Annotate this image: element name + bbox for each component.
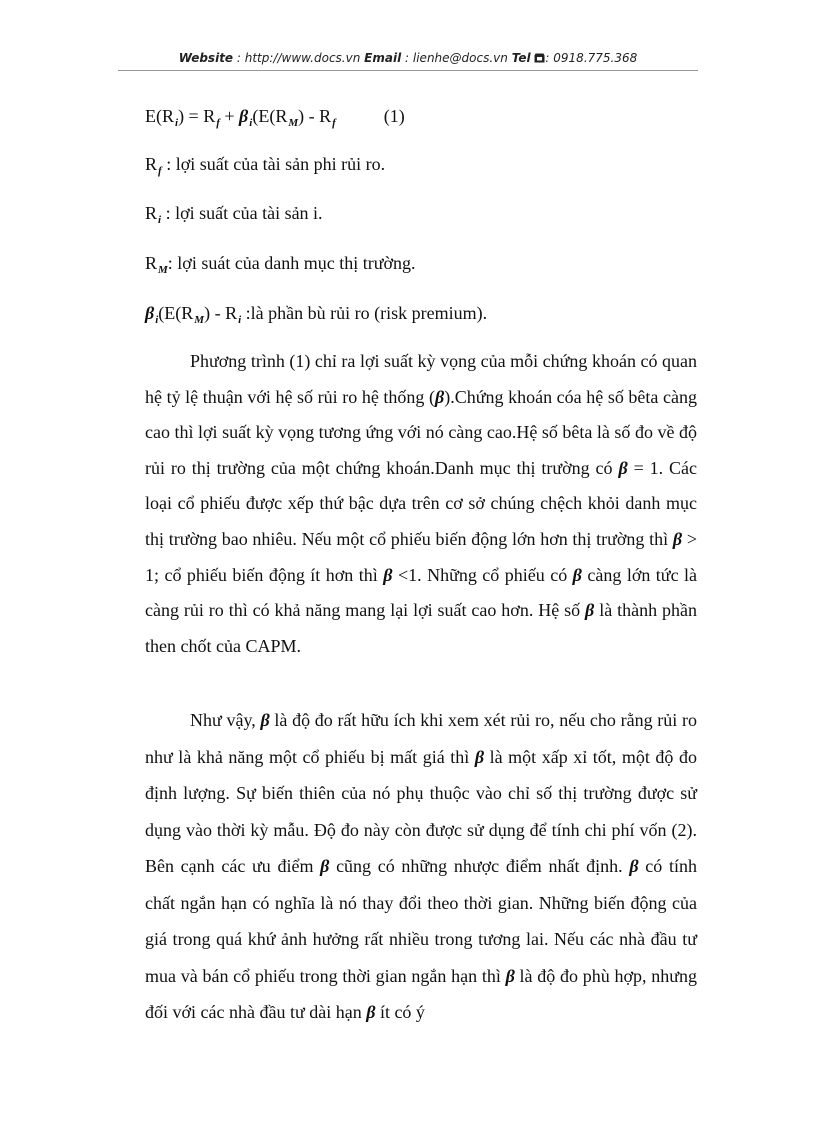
paragraph-text: cũng có những nhược điểm nhất định. (329, 856, 630, 876)
capm-formula (145, 106, 405, 127)
paragraph-text: là độ đo phù hợp, nhưng đối với các nhà đầu tư dài hạn (145, 965, 698, 1022)
header-divider (118, 70, 698, 71)
formula-sub: i (155, 314, 159, 326)
paragraph-text: có tính chất ngắn hạn có nghĩa là nó thay đổi theo thời gian. Những biến động của giá trong quá khứ ảnh hưởng rất nhiều trong tương lai. Nếu các nhà đầu tư mua và bán cổ phiếu trong thời gian ngắn hạn thì (145, 856, 697, 986)
paragraph-text: > 1; cổ phiếu biến động ít hơn thì (145, 528, 697, 585)
tel-value: : 0918.775.368 (545, 51, 638, 65)
website-label: Website (178, 51, 234, 65)
paragraph-text: là độ đo rất hữu ích khi xem xét rủi ro, nếu cho rằng rủi ro như là khả năng một cổ phiếu bị mất giá thì (145, 710, 697, 767)
definition-text: : lợi suất của tài sản phi rủi ro. (161, 154, 386, 174)
page-header (118, 51, 698, 65)
paragraph-text: = 1. Các loại cổ phiếu được xếp thứ bậc dựa trên cơ sở chúng chệch khỏi danh mục thị trường bao nhiêu. Nếu một cổ phiếu biến động lớn hơn thị trường thì (145, 457, 698, 549)
formula-lhs: E(R (145, 106, 174, 126)
paragraph-text: Như vậy, (190, 710, 261, 730)
beta-symbol: β (629, 856, 639, 876)
definition-rf (145, 154, 385, 175)
formula-sub: i (158, 214, 162, 226)
formula-part: ) - R (204, 303, 238, 323)
paragraph-text: ).Chứng khoán cóa hệ số bêta càng cao thì lợi suất kỳ vọng tương ứng với nó càng cao.Hệ số bêta là số đo về độ rủi ro thị trường của một chứng khoán.Danh mục thị trường có (145, 386, 697, 478)
email-value: : lienhe@docs.vn (405, 51, 508, 65)
definition-premium (145, 303, 487, 324)
beta-symbol: β (366, 1002, 376, 1022)
formula-sub: f (332, 117, 336, 129)
symbol: R (145, 154, 158, 174)
beta-symbol: β (474, 746, 485, 767)
beta-symbol: β (383, 564, 393, 585)
formula-part: ) = R (178, 106, 216, 126)
formula-part: ) - R (298, 106, 332, 126)
beta-symbol: β (145, 303, 155, 323)
tel-label: Tel (511, 51, 531, 65)
definition-text: : lợi suất của tài sản i. (161, 203, 323, 223)
formula-sub: M (288, 117, 299, 129)
formula-part: + (219, 106, 240, 126)
formula-part: (E(R (158, 303, 194, 323)
paragraph-text: Phương trình (1) chỉ ra lợi suất kỳ vọng của mỗi chứng khoán có quan hệ tỷ lệ thuận với hệ số rủi ro hệ thống ( (145, 351, 697, 407)
definition-text: :là phần bù rủi ro (risk premium). (241, 303, 488, 323)
phone-icon (534, 53, 545, 63)
paragraph-text: càng lớn tức là càng rủi ro thì có khả năng mang lại lợi suất cao hơn. Hệ số (145, 564, 698, 621)
paragraph-beta-evaluation (145, 702, 697, 1031)
formula-sub: i (238, 314, 242, 326)
beta-symbol: β (435, 386, 445, 407)
formula-sub: f (216, 117, 220, 129)
beta-symbol: β (239, 106, 249, 126)
email-label: Email (364, 51, 402, 65)
beta-symbol: β (672, 528, 683, 549)
symbol: R (145, 253, 158, 273)
formula-sub: i (249, 117, 253, 129)
beta-symbol: β (585, 600, 595, 621)
definition-rm (145, 253, 416, 274)
paragraph-text: ít có ý (375, 1002, 425, 1022)
beta-symbol: β (572, 564, 582, 585)
paragraph-text: là thành phần then chốt của CAPM. (145, 600, 697, 656)
definition-text: : lợi suát của danh mục thị trường. (167, 253, 416, 273)
beta-symbol: β (618, 457, 628, 478)
formula-sub: i (175, 117, 179, 129)
website-value: : http://www.docs.vn (236, 51, 361, 65)
paragraph-beta-capm (145, 344, 697, 664)
equation-number: (1) (383, 106, 405, 126)
formula-sub: f (158, 165, 162, 177)
formula-part: (E(R (252, 106, 288, 126)
formula-sub: M (194, 314, 205, 326)
beta-symbol: β (505, 965, 515, 986)
formula-sub: M (158, 264, 168, 276)
paragraph-text: <1. Những cổ phiếu có (392, 564, 573, 585)
beta-symbol: β (320, 856, 330, 876)
definition-ri (145, 203, 323, 224)
beta-symbol: β (260, 710, 270, 730)
paragraph-text: là một xấp xỉ tốt, một độ đo định lượng. Sự biến thiên của nó phụ thuộc vào chỉ số thị trường được sử dụng vào thời kỳ mẫu. Độ đo này còn được sử dụng để tính chi phí vốn (2). Bên cạnh các ưu điểm (145, 746, 697, 876)
symbol: R (145, 203, 158, 223)
